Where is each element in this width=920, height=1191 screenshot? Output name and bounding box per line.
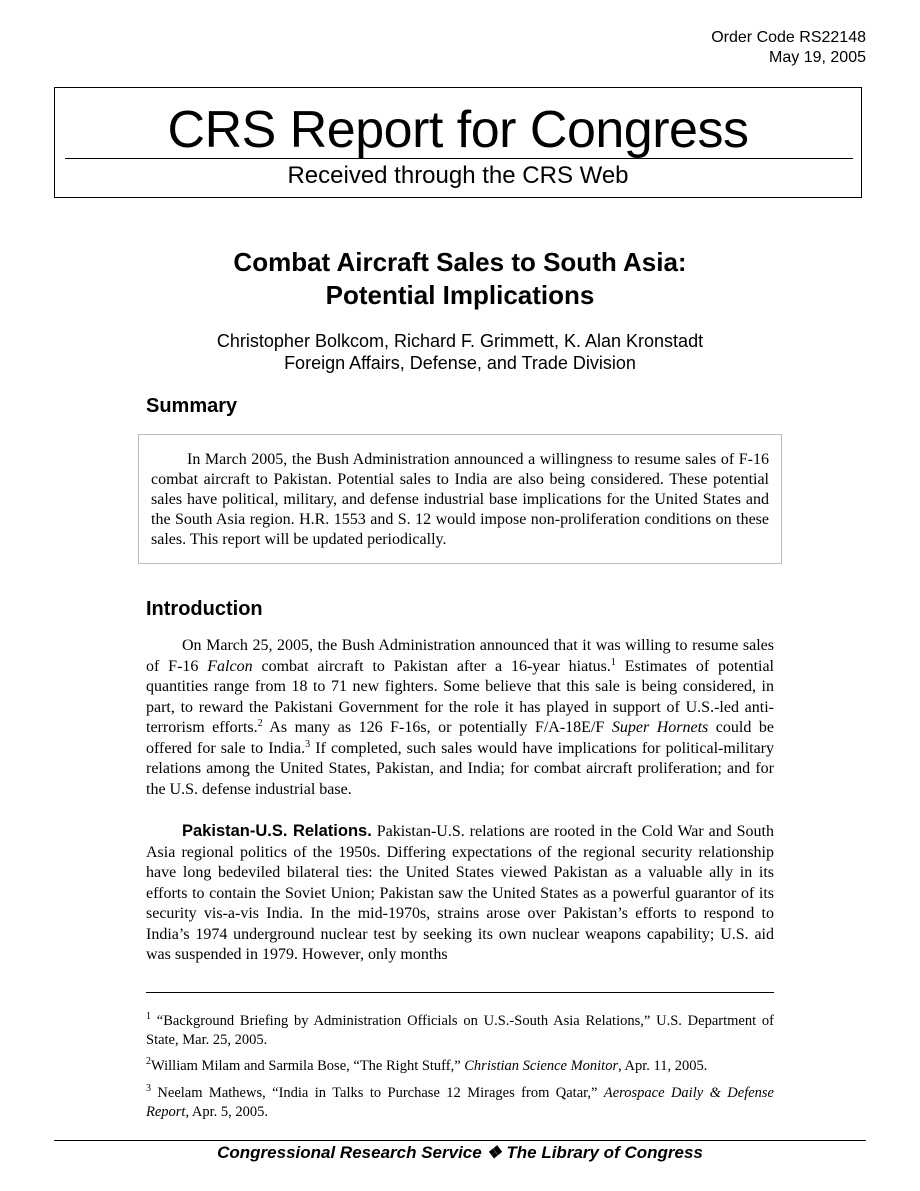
footnote-ref-3[interactable]: 3 <box>305 738 311 750</box>
footnote-2-text: William Milam and Sarmila Bose, “The Right Stuff,” <box>151 1058 465 1074</box>
report-title <box>0 246 920 312</box>
footnote-3 <box>146 1084 774 1122</box>
footnote-1-number: 1 <box>146 1011 151 1022</box>
report-title-line2: Potential Implications <box>325 280 595 310</box>
footnote-2 <box>146 1057 774 1076</box>
intro-text-d: As many as 126 F-16s, or potentially F/A-18E/F <box>262 719 612 736</box>
relations-paragraph <box>146 821 774 966</box>
page-footer: Congressional Research Service ❖ The Library of Congress <box>217 1143 703 1162</box>
introduction-heading: Introduction <box>146 598 263 620</box>
report-title-line1: Combat Aircraft Sales to South Asia: <box>233 247 687 277</box>
order-info <box>711 28 866 68</box>
banner-subtitle: Received through the CRS Web <box>287 162 629 189</box>
summary-box <box>138 434 782 564</box>
footnote-divider <box>146 992 774 993</box>
crs-banner <box>54 87 862 198</box>
intro-super-hornets: Super Hornets <box>611 719 709 736</box>
relations-heading: Pakistan-U.S. Relations. <box>182 822 372 840</box>
footnote-1-text: “Background Briefing by Administration Officials on U.S.-South Asia Relations,” U.S. Department of State, Mar. 25, 2005. <box>146 1013 774 1048</box>
intro-text-a: On March 25, 2005, the Bush Administration announced that it was willing to resume sales of F-16 <box>146 637 774 675</box>
footnote-3-source: Aerospace Daily & Defense Report, <box>146 1085 774 1120</box>
banner-title: CRS Report for Congress <box>167 101 749 159</box>
footer-divider <box>54 1140 866 1141</box>
intro-text-c: Estimates of potential quantities range from 18 to 71 new fighters. Some believe that this sale is being considered, in part, to reward the Pakistani Government for the role it has played in support of U.S.-led anti-terrorism efforts. <box>146 657 775 736</box>
summary-heading: Summary <box>146 395 238 417</box>
footnote-1 <box>146 1012 774 1050</box>
intro-text-e: could be offered for sale to India. <box>146 719 774 757</box>
footnote-ref-2[interactable]: 2 <box>257 718 263 729</box>
authors: Christopher Bolkcom, Richard F. Grimmett, K. Alan Kronstadt <box>216 331 704 351</box>
footnote-2-source: Christian Science Monitor <box>464 1058 619 1074</box>
intro-text-b: combat aircraft to Pakistan after a 16-year hiatus. <box>252 657 611 675</box>
footnote-ref-1[interactable]: 1 <box>610 656 616 668</box>
intro-falcon: Falcon <box>207 657 253 675</box>
banner-divider <box>65 158 853 159</box>
footnote-2-date: , Apr. 11, 2005. <box>618 1058 708 1074</box>
summary-text: In March 2005, the Bush Administration announced a willingness to resume sales of F-16 combat aircraft to Pakistan. Potential sales to India are also being considered. These potential sales have political, military, and defense industrial base implications for the United States and the South Asia region. H.R. 1553 and S. 12 would impose non-proliferation conditions on these sales. This report will be updated periodically. <box>151 451 769 548</box>
intro-text-f: If completed, such sales would have implications for political-military relations among the United States, Pakistan, and India; for combat aircraft proliferation; and for the U.S. defense industrial base. <box>146 739 775 798</box>
division: Foreign Affairs, Defense, and Trade Division <box>284 353 636 373</box>
report-date: May 19, 2005 <box>769 49 866 66</box>
footnote-3-date: Apr. 5, 2005. <box>189 1104 269 1120</box>
order-code: Order Code RS22148 <box>711 29 866 46</box>
introduction-paragraph <box>146 636 774 800</box>
footnote-3-number: 3 <box>146 1083 151 1094</box>
footnote-3-text: Neelam Mathews, “India in Talks to Purchase 12 Mirages from Qatar,” <box>151 1085 604 1101</box>
author-block <box>0 330 920 374</box>
relations-text: Pakistan-U.S. relations are rooted in the Cold War and South Asia regional politics of the 1950s. Differing expectations of the regional security relationship have long bedeviled bilateral ties: the United States viewed Pakistan as a valuable ally in its efforts to contain the Soviet Union; Pakistan saw the United States as a powerful guarantor of its security vis-a-vis India. In the mid-1970s, strains arose over Pakistan’s efforts to respond to India’s 1974 underground nuclear test by seeking its own nuclear weapons capability; U.S. aid was suspended in 1979. However, only months <box>146 823 775 963</box>
footnote-2-number: 2 <box>146 1056 151 1067</box>
